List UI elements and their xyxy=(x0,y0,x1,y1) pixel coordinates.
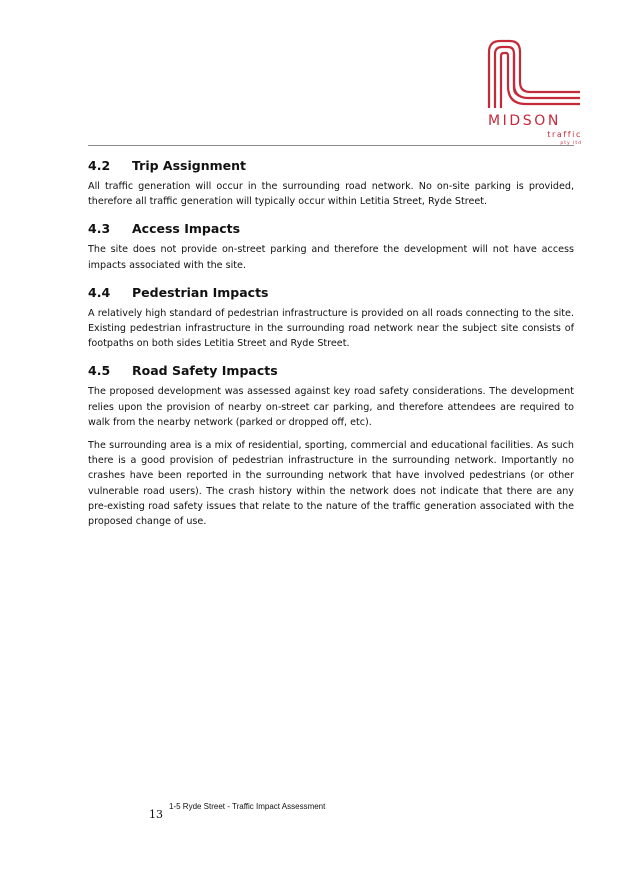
section-pedestrian-impacts xyxy=(88,285,574,352)
paragraph: A relatively high standard of pedestrian infrastructure is provided on all roads connecting to the site. Existing pedestrian infrastructure in the surrounding road network near the subject site consists of footpaths on both sides Letitia Street and Ryde Street. xyxy=(88,307,574,350)
section-heading xyxy=(88,221,574,236)
section-heading xyxy=(88,158,574,173)
paragraph: The site does not provide on-street parking and therefore the development will not have access impacts associated with the site. xyxy=(88,244,574,271)
paragraph: The surrounding area is a mix of residential, sporting, commercial and educational facilities. As such there is a good provision of pedestrian infrastructure in the surrounding network. Importantly no crashes have been reported in the surrounding network that have involved pedestrians (or other vulnerable road users). The crash history within the network does not indicate that there are any pre-existing road safety issues that relate to the nature of the traffic generation associated with the proposed change of use. xyxy=(88,440,574,528)
section-road-safety-impacts xyxy=(88,363,574,529)
footer-title: 1-5 Ryde Street - Traffic Impact Assessment xyxy=(169,802,326,811)
company-logo xyxy=(486,38,582,148)
paragraph: The proposed development was assessed against key road safety considerations. The development relies upon the provision of nearby on-street car parking, and therefore attendees are required to walk from the nearby network (parked or dropped off, etc). xyxy=(88,386,574,428)
section-heading xyxy=(88,363,574,378)
section-title: Road Safety Impacts xyxy=(132,363,278,379)
section-title: Trip Assignment xyxy=(132,158,246,173)
section-number: 4.4 xyxy=(88,284,111,300)
document-body xyxy=(88,158,574,541)
section-number: 4.3 xyxy=(88,221,111,237)
section-title: Pedestrian Impacts xyxy=(132,284,269,300)
section-trip-assignment xyxy=(88,158,574,209)
paragraph: All traffic generation will occur in the surrounding road network. No on-site parking is provided, therefore all traffic generation will typically occur within Letitia Street, Ryde Street. xyxy=(88,181,574,208)
logo-pty: pty ltd xyxy=(560,141,582,146)
section-access-impacts xyxy=(88,221,574,272)
logo-name: MIDSON xyxy=(488,113,561,129)
page-number: 13 xyxy=(149,808,163,821)
midson-logo-mark-icon xyxy=(486,38,582,110)
section-number: 4.2 xyxy=(88,158,111,173)
section-heading xyxy=(88,285,574,300)
section-title: Access Impacts xyxy=(132,221,241,237)
logo-subtitle: traffic xyxy=(547,130,582,139)
header-divider xyxy=(88,145,574,146)
section-number: 4.5 xyxy=(88,363,111,379)
